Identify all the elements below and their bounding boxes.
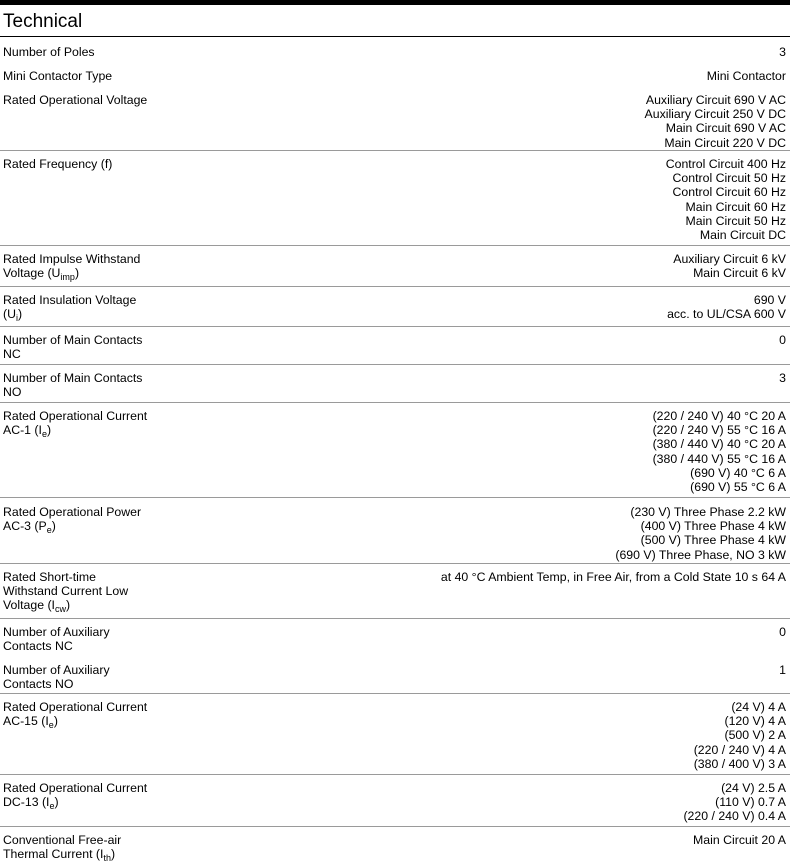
spec-value: (24 V) 4 A <box>731 700 786 714</box>
spec-value: (380 / 440 V) 55 °C 16 A <box>652 451 786 466</box>
spec-row <box>0 694 790 775</box>
spec-values <box>441 570 786 584</box>
spec-value: (690 V) Three Phase, NO 3 kW <box>615 547 786 562</box>
spec-label <box>3 409 183 440</box>
spec-value: (110 V) 0.7 A <box>715 795 786 810</box>
spec-values <box>645 93 786 150</box>
spec-value: (380 / 400 V) 3 A <box>693 756 786 771</box>
spec-label-line: Number of Poles <box>3 45 95 59</box>
spec-value: 3 <box>779 371 786 385</box>
spec-label-line: Thermal Current $(I_{th})$ <box>3 847 116 864</box>
spec-value: (690 V) 55 °C 6 A <box>690 480 786 495</box>
spec-value: (380 / 440 V) 40 °C 20 A <box>652 437 786 452</box>
spec-value: Main Circuit 20 A <box>693 833 786 847</box>
spec-values <box>615 505 786 562</box>
spec-row <box>0 327 790 365</box>
spec-value: Auxiliary Circuit 6 kV <box>673 252 786 266</box>
spec-values <box>707 69 786 83</box>
spec-values <box>694 700 786 771</box>
spec-value: (220 / 240 V) 55 °C 16 A <box>652 423 786 438</box>
spec-value: Main Circuit 60 Hz <box>685 199 786 214</box>
spec-label <box>3 45 183 59</box>
spec-value: (230 V) Three Phase 2.2 kW <box>630 505 786 519</box>
spec-label-line: Rated Operational Current <box>3 781 148 795</box>
spec-label <box>3 69 183 83</box>
spec-label <box>3 663 183 691</box>
spec-value: Control Circuit 60 Hz <box>672 185 786 200</box>
spec-value: 0 <box>779 333 786 347</box>
spec-value: (220 / 240 V) 4 A <box>693 742 786 757</box>
spec-label-line: NC <box>3 347 21 362</box>
spec-label-line: NO <box>3 385 22 400</box>
spec-label <box>3 157 183 171</box>
spec-value: Auxiliary Circuit 250 V DC <box>644 107 786 122</box>
spec-label <box>3 781 183 812</box>
spec-label-line: Withstand Current Low <box>3 584 129 599</box>
spec-row <box>0 61 790 85</box>
top-rule <box>0 0 790 5</box>
spec-value: Auxiliary Circuit 690 V AC <box>645 93 786 107</box>
spec-value: Main Circuit 220 V DC <box>664 135 786 150</box>
spec-label <box>3 333 183 361</box>
spec-label-subscript: th <box>103 853 111 864</box>
spec-label <box>3 252 183 283</box>
spec-label-line: AC-15 $(I_e)$ <box>3 714 58 731</box>
spec-value: Control Circuit 50 Hz <box>672 171 786 186</box>
spec-label-subscript: e <box>49 801 55 812</box>
spec-label-line: AC-1 $(I_e)$ <box>3 423 52 440</box>
spec-values <box>779 371 786 385</box>
spec-row <box>0 619 790 657</box>
spec-label-line: Voltage $(I_{cw})$ <box>3 598 71 615</box>
spec-row <box>0 246 790 287</box>
spec-label-line: Conventional Free-air <box>3 833 122 847</box>
spec-row <box>0 564 790 619</box>
spec-label-line: Number of Auxiliary <box>3 663 110 677</box>
spec-label <box>3 700 183 731</box>
spec-value: Main Circuit 690 V AC <box>665 121 786 136</box>
spec-values <box>779 45 786 59</box>
spec-value: Control Circuit 400 Hz <box>665 157 786 171</box>
spec-values <box>673 252 786 280</box>
spec-value: Mini Contactor <box>706 69 786 83</box>
spec-value: (400 V) Three Phase 4 kW <box>640 519 786 534</box>
spec-value: (500 V) 2 A <box>724 728 786 743</box>
spec-values <box>779 333 786 347</box>
spec-label-subscript: i <box>15 313 18 324</box>
spec-label-line: Contacts NO <box>3 677 74 692</box>
spec-values <box>667 293 786 321</box>
spec-values <box>779 663 786 677</box>
spec-row <box>0 403 790 498</box>
spec-value: (24 V) 2.5 A <box>721 781 786 795</box>
spec-label-line: Rated Operational Current <box>3 700 148 714</box>
spec-table <box>0 37 790 867</box>
spec-value: at 40 °C Ambient Temp, in Free Air, from a Cold State 10 s 64 A <box>440 570 786 584</box>
spec-value: 3 <box>779 45 786 59</box>
spec-label-line: Number of Main Contacts <box>3 333 143 347</box>
spec-row <box>0 498 790 564</box>
spec-label-subscript: e <box>41 429 47 440</box>
spec-label <box>3 93 183 107</box>
spec-row <box>0 85 790 151</box>
spec-row <box>0 827 790 867</box>
spec-value: Main Circuit 6 kV <box>693 266 786 281</box>
spec-label <box>3 505 183 536</box>
spec-label-subscript: imp <box>60 272 75 283</box>
spec-values <box>779 625 786 639</box>
spec-value: Main Circuit DC <box>699 228 786 243</box>
spec-label-line: Voltage $(U_{imp})$ <box>3 266 80 283</box>
spec-label-line: Contacts NC <box>3 639 73 654</box>
spec-label-line: Number of Auxiliary <box>3 625 110 639</box>
spec-label <box>3 625 183 653</box>
spec-label-line: Rated Operational Power <box>3 505 142 519</box>
spec-label-line: AC-3 $(P_e)$ <box>3 519 56 536</box>
spec-row <box>0 365 790 403</box>
spec-label-line: Rated Operational Current <box>3 409 148 423</box>
spec-values <box>693 833 786 847</box>
spec-value: (220 / 240 V) 40 °C 20 A <box>652 409 786 423</box>
spec-values <box>653 409 786 494</box>
spec-value: 0 <box>779 625 786 639</box>
spec-value: 690 V <box>753 293 786 307</box>
spec-label-subscript: e <box>48 720 54 731</box>
spec-label-line: Rated Short-time <box>3 570 96 584</box>
spec-label-line: Rated Frequency (f) <box>3 157 113 171</box>
spec-label-line: Rated Operational Voltage <box>3 93 148 107</box>
spec-value: Main Circuit 50 Hz <box>685 213 786 228</box>
spec-label-line: Rated Insulation Voltage <box>3 293 137 307</box>
spec-value: (690 V) 40 °C 6 A <box>690 465 786 480</box>
spec-value: (500 V) Three Phase 4 kW <box>640 533 786 548</box>
spec-row <box>0 775 790 827</box>
spec-row <box>0 151 790 246</box>
section-title: Technical <box>3 11 83 32</box>
spec-label-subscript: e <box>46 525 52 536</box>
spec-value: (120 V) 4 A <box>724 714 786 729</box>
spec-value: 1 <box>779 663 786 677</box>
spec-value: (220 / 240 V) 0.4 A <box>683 809 786 824</box>
spec-values <box>683 781 786 824</box>
spec-label-line: $(U_i)$ <box>3 307 23 324</box>
spec-row <box>0 287 790 327</box>
spec-label <box>3 570 183 613</box>
spec-label-line: Number of Main Contacts <box>3 371 143 385</box>
spec-label-line: Rated Impulse Withstand <box>3 252 141 266</box>
spec-label-subscript: cw <box>54 604 66 615</box>
spec-label <box>3 371 183 399</box>
spec-row <box>0 37 790 61</box>
spec-label-line: DC-13 $(I_e)$ <box>3 795 59 812</box>
spec-label <box>3 293 183 324</box>
spec-value: acc. to UL/CSA 600 V <box>667 307 786 322</box>
spec-label <box>3 833 183 864</box>
spec-label-line: Mini Contactor Type <box>3 69 113 83</box>
spec-row <box>0 657 790 694</box>
spec-values <box>666 157 786 242</box>
